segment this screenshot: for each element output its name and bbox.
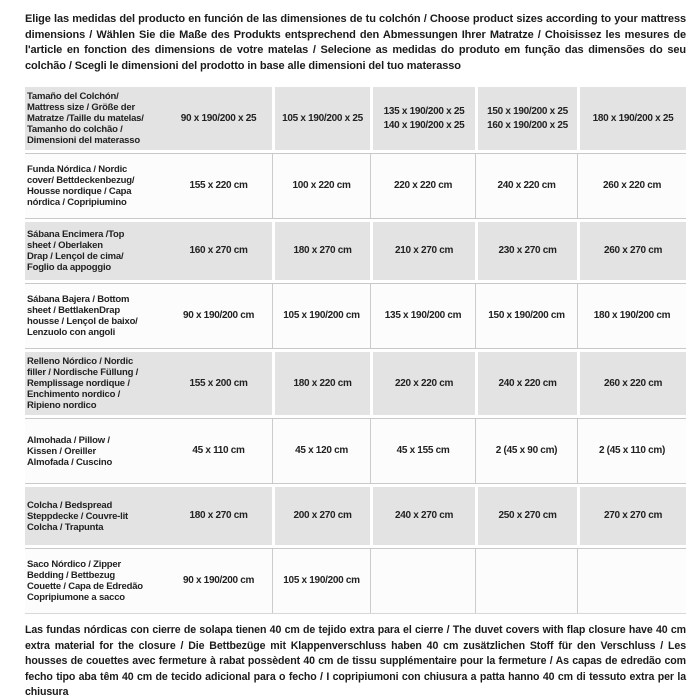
row-label-line: Remplissage nordique / — [27, 378, 130, 390]
intro-text: Elige las medidas del producto en función de las dimensiones de tu colchón / Choose product sizes according to your mattress dimensions / Wählen Sie die Maße des Produkts entsprechend den Abmessungen Ihrer Matratze / Choisissez les mesures de l'article en fonction des dimensions de votre matelas / Selecione as medidas do produto em função das dimensões do seu colchão / Scegli le dimensioni del prodotto in base alle dimensioni del tuo materasso — [25, 13, 686, 72]
row-label-line: Lenzuolo con angoli — [27, 327, 116, 339]
size-value-cell — [475, 284, 577, 348]
row-label-line: Couette / Capa de Edredão — [27, 581, 143, 593]
row-label — [25, 219, 165, 283]
row-values — [165, 349, 686, 418]
size-value: 160 x 190/200 x 25 — [487, 119, 568, 131]
size-value: 240 x 220 cm — [498, 377, 557, 389]
row-label — [25, 84, 165, 153]
size-value: 155 x 220 cm — [189, 180, 248, 192]
size-value: 220 x 220 cm — [394, 377, 454, 389]
size-value-cell — [165, 284, 272, 348]
size-value: 2 (45 x 110 cm) — [598, 445, 666, 457]
size-value-cell — [475, 349, 577, 418]
size-value-cell — [165, 484, 272, 548]
size-value: 260 x 270 cm — [603, 245, 663, 257]
size-value: 2 (45 x 90 cm) — [495, 445, 558, 457]
size-value-cell — [577, 219, 686, 283]
row-values — [165, 484, 686, 548]
table-row — [25, 283, 686, 348]
row-label-line: Housse nordique / Capa — [27, 186, 132, 198]
size-value-cell — [577, 419, 686, 483]
size-value-cell — [165, 349, 272, 418]
size-value: 45 x 120 cm — [295, 445, 348, 457]
size-value-cell — [165, 219, 272, 283]
size-value: 90 x 190/200 cm — [182, 575, 255, 587]
size-value: 105 x 190/200 cm — [283, 310, 360, 322]
table-row — [25, 348, 686, 418]
row-label-line: Almohada / Pillow / — [27, 434, 110, 446]
size-value: 240 x 270 cm — [394, 510, 454, 522]
table-row — [25, 153, 686, 218]
size-value-cell — [272, 219, 370, 283]
row-label-line: Mattress size / Größe der — [27, 102, 135, 114]
size-value-cell — [475, 419, 577, 483]
size-value-cell — [475, 84, 577, 153]
size-value: 90 x 190/200 cm — [182, 310, 255, 322]
size-value: 260 x 220 cm — [603, 377, 663, 389]
size-value: 105 x 190/200 cm — [283, 575, 360, 587]
size-value: 150 x 190/200 cm — [488, 310, 565, 322]
row-label — [25, 154, 165, 218]
size-value: 105 x 190/200 x 25 — [282, 112, 363, 124]
size-value-cell — [165, 419, 272, 483]
size-value: 200 x 270 cm — [293, 510, 352, 522]
table-row — [25, 483, 686, 548]
size-value: 180 x 270 cm — [189, 510, 248, 522]
row-label-line: Ripieno nordico — [27, 400, 97, 412]
row-values — [165, 219, 686, 283]
size-value-cell — [370, 484, 475, 548]
size-value-cell — [272, 419, 370, 483]
size-value-cell — [577, 549, 686, 613]
size-value-cell — [475, 219, 577, 283]
size-value-cell — [165, 84, 272, 153]
size-value: 45 x 155 cm — [396, 445, 450, 457]
size-value: 270 x 270 cm — [603, 510, 663, 522]
row-label-line: Sábana Encimera /Top — [27, 229, 125, 241]
row-label-line: Tamaño del Colchón/ — [27, 91, 119, 103]
table-row — [25, 418, 686, 483]
row-label-line: Copripiumone a sacco — [27, 592, 125, 604]
row-label-line: housse / Lençol de baixo/ — [27, 316, 138, 328]
row-label-line: Bedding / Bettbezug — [27, 570, 116, 582]
size-value-cell — [475, 484, 577, 548]
row-label-line: Colcha / Trapunta — [27, 521, 104, 533]
size-value: 220 x 220 cm — [393, 180, 453, 192]
size-value: 140 x 190/200 x 25 — [383, 119, 465, 131]
row-label-line: Sábana Bajera / Bottom — [27, 294, 130, 306]
row-values — [165, 84, 686, 153]
size-value-cell — [272, 484, 370, 548]
size-value-cell — [577, 349, 686, 418]
row-label-line: Colcha / Bedspread — [27, 499, 113, 511]
size-value: 180 x 270 cm — [293, 245, 352, 257]
size-value-cell — [577, 284, 686, 348]
size-value: 230 x 270 cm — [498, 245, 557, 257]
row-values — [165, 419, 686, 483]
row-label — [25, 349, 165, 418]
row-label-line: Saco Nórdico / Zipper — [27, 559, 121, 571]
size-value-cell — [272, 154, 370, 218]
size-value-cell — [475, 154, 577, 218]
row-label-line: Funda Nórdica / Nordic — [27, 164, 128, 176]
table-row — [25, 218, 686, 283]
size-value: 180 x 190/200 x 25 — [592, 112, 674, 124]
size-value: 180 x 190/200 cm — [593, 310, 671, 322]
row-label-line: Enchimento nordico / — [27, 389, 121, 401]
size-value: 100 x 220 cm — [292, 180, 351, 192]
row-label-line: sheet / BettlakenDrap — [27, 305, 120, 317]
size-value-cell — [370, 549, 475, 613]
size-table — [25, 84, 686, 614]
row-label-line: Foglio da appoggio — [27, 262, 111, 274]
row-label — [25, 549, 165, 613]
size-value: 240 x 220 cm — [497, 180, 556, 192]
row-values — [165, 284, 686, 348]
row-label — [25, 284, 165, 348]
row-label-line: cover/ Bettdeckenbezug/ — [27, 175, 135, 187]
row-label — [25, 419, 165, 483]
size-value: 160 x 270 cm — [189, 245, 248, 257]
row-values — [165, 549, 686, 613]
row-label-line: Drap / Lençol de cima/ — [27, 251, 124, 263]
size-value-cell — [370, 154, 475, 218]
size-value-cell — [165, 154, 272, 218]
row-label-line: Matratze /Taille du matelas/ — [27, 113, 144, 125]
size-value: 180 x 220 cm — [293, 377, 352, 389]
size-value: 150 x 190/200 x 25 — [487, 105, 568, 117]
size-value: 210 x 270 cm — [394, 245, 454, 257]
row-label — [25, 484, 165, 548]
row-label-line: Tamanho do colchão / — [27, 124, 123, 136]
row-label-line: Kissen / Oreiller — [27, 445, 96, 457]
size-value: 250 x 270 cm — [498, 510, 557, 522]
table-row — [25, 548, 686, 613]
size-value-cell — [475, 549, 577, 613]
size-value-cell — [370, 349, 475, 418]
size-value-cell — [272, 84, 370, 153]
size-value-cell — [577, 154, 686, 218]
size-value-cell — [577, 84, 686, 153]
size-value-cell — [370, 219, 475, 283]
size-value: 260 x 220 cm — [602, 180, 662, 192]
size-value-cell — [577, 484, 686, 548]
size-value-cell — [272, 349, 370, 418]
row-label-line: filler / Nordische Füllung / — [27, 367, 139, 379]
size-value-cell — [272, 284, 370, 348]
size-value: 90 x 190/200 x 25 — [180, 112, 257, 124]
size-value-cell — [272, 549, 370, 613]
row-label-line: Almofada / Cuscino — [27, 456, 113, 468]
size-value-cell — [165, 549, 272, 613]
row-label-line: sheet / Oberlaken — [27, 240, 103, 252]
size-value: 155 x 200 cm — [189, 377, 248, 389]
size-value-cell — [370, 84, 475, 153]
row-label-line: nórdica / Copripiumino — [27, 197, 127, 209]
footnote-text: Las fundas nórdicas con cierre de solapa tienen 40 cm de tejido extra para el cierre / The duvet covers with flap closure have 40 cm extra material for the closure / Die Bettbezüge mit Klappenverschluss haben 40 cm zusätzlichen Stoff für den Verschluss / Les housses de couettes avec fermeture à rabat possèdent 40 cm de tissu supplémentaire pour la fermeture / As capas de edredão com fecho tipo aba têm 40 cm de tecido adicional para o fecho / I copripiumoni con chiusura a patta hanno 40 cm di tessuto extra per la chiusura — [25, 624, 686, 698]
size-value: 135 x 190/200 cm — [384, 310, 462, 322]
size-value: 45 x 110 cm — [192, 445, 245, 457]
size-value-cell — [370, 284, 475, 348]
row-values — [165, 154, 686, 218]
table-row — [25, 84, 686, 153]
row-label-line: Dimensioni del materasso — [27, 135, 140, 147]
size-value: 135 x 190/200 x 25 — [383, 105, 465, 117]
row-label-line: Relleno Nórdico / Nordic — [27, 356, 134, 368]
row-label-line: Steppdecke / Couvre-lit — [27, 510, 128, 522]
size-value-cell — [370, 419, 475, 483]
